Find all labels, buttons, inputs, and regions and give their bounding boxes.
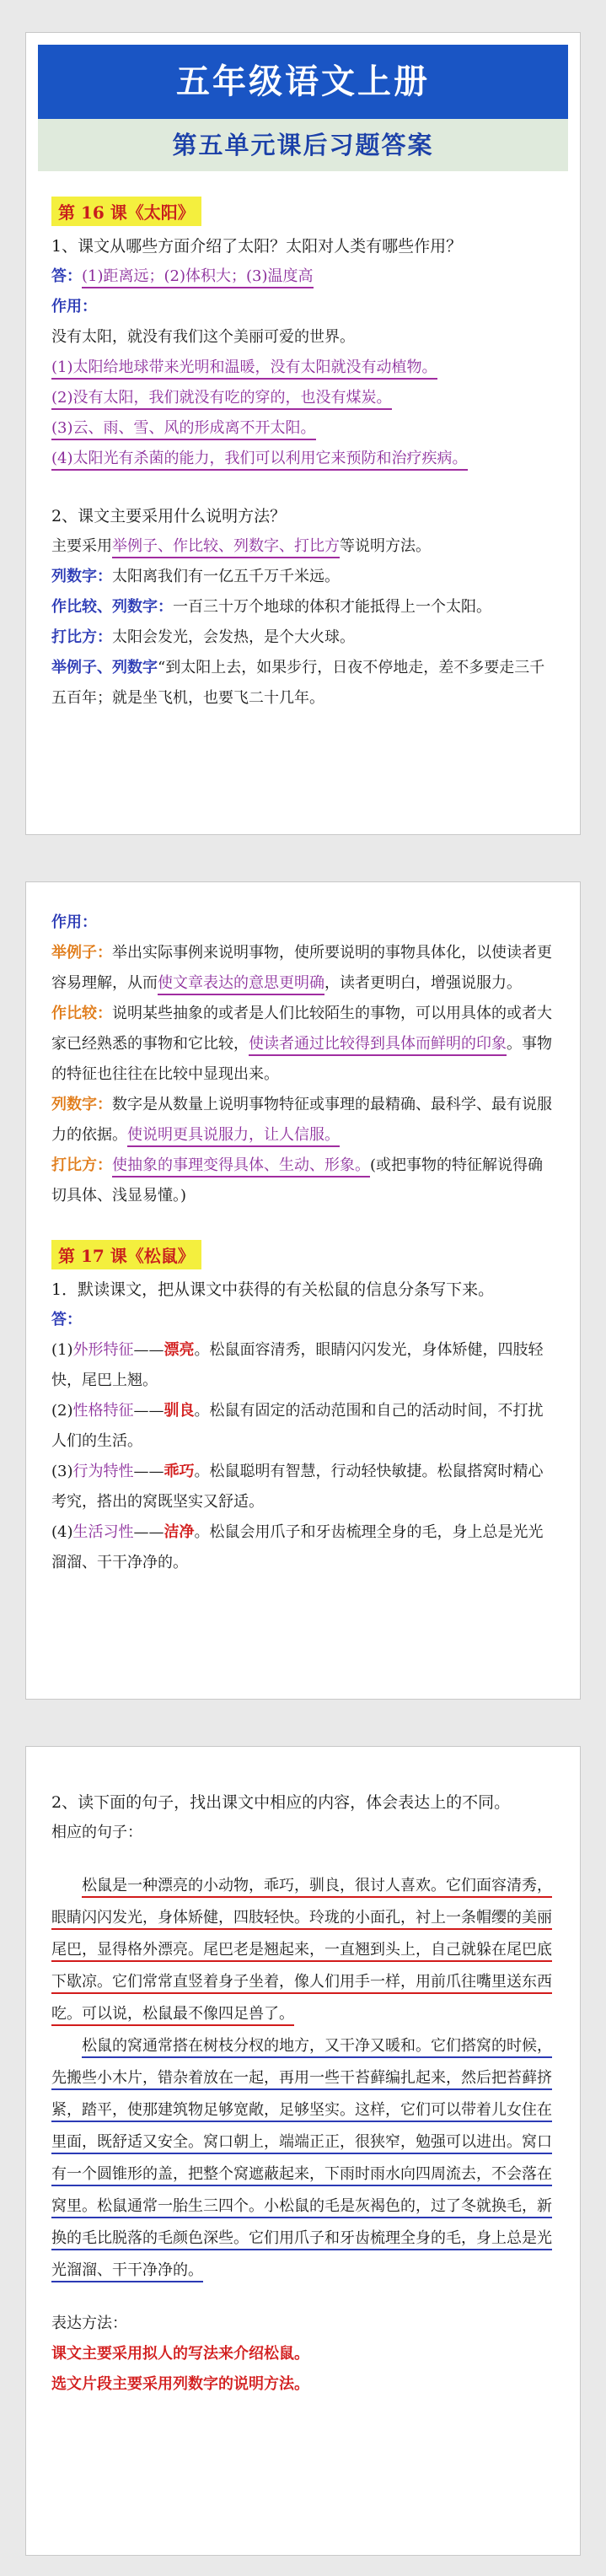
answer-text: (1)距离远；(2)体积大；(3)温度高	[82, 267, 314, 288]
item-key: 洁净	[164, 1523, 195, 1541]
effect-item: (1)太阳给地球带来光明和温暖，没有太阳就没有动植物。	[51, 358, 437, 380]
lesson17-answer-label: 答：	[51, 1311, 82, 1328]
item-category: 外形特征	[72, 1341, 134, 1359]
lesson17-label: 第 17 课《松鼠》	[51, 1240, 201, 1269]
item-key: 驯良	[164, 1402, 195, 1420]
example-row	[51, 622, 555, 653]
example-text: 一百三十万个地球的体积才能抵得上一个太阳。	[173, 598, 491, 616]
answer-label: 答：	[51, 267, 82, 285]
item-num: (1)	[51, 1341, 73, 1359]
method-text: (或把事物的特征解说得确切具体、浅显易懂。)	[51, 1156, 544, 1204]
lesson16-section	[26, 171, 580, 714]
page-title: 五年级语文上册	[38, 45, 568, 119]
methods-label: 作用：	[51, 913, 97, 931]
q2-question: 2、读下面的句子，找出课文中相应的内容，体会表达上的不同。	[51, 1793, 511, 1812]
item-dash: ——	[133, 1463, 164, 1480]
expr-answer: 选文片段主要采用列数字的说明方法。	[51, 2375, 309, 2393]
passage-text: 松鼠是一种漂亮的小动物，乖巧，驯良，很讨人喜欢。它们面容清秀，眼睛闪闪发光，身体矫健，四肢轻快。玲珑的小面孔，衬上一条帽缨的美丽尾巴，显得格外漂亮。尾巴老是翘起来，一直翘到头上，自己就躲在尾巴底下歇凉。它们常常直竖着身子坐着，像人们用手一样，用前爪往嘴里送东西吃。可以说，松鼠最不像四足兽了。	[51, 1877, 552, 2026]
method-label: 打比方：	[51, 1156, 112, 1174]
lesson16-q2: 2、课文主要采用什么说明方法？	[51, 507, 287, 525]
method-label: 举例子：	[51, 944, 112, 962]
example-label: 列数字：	[51, 568, 112, 585]
lesson17-q1: 1．默读课文，把从课文中获得的有关松鼠的信息分条写下来。	[51, 1280, 495, 1299]
item-num: (2)	[51, 1402, 73, 1420]
item-text: 。松鼠面容清秀，眼睛闪闪发光，身体矫健，四肢轻快，尾巴上翘。	[51, 1341, 544, 1389]
q2-methods: 举例子、作比较、列数字、打比方	[112, 537, 340, 558]
method-highlight: 使文章表达的意思更明确	[158, 974, 324, 995]
method-label: 作比较：	[51, 1005, 112, 1022]
item-category: 性格特征	[72, 1402, 134, 1420]
item-num: (4)	[51, 1523, 73, 1541]
method-text: ，读者更明白，增强说服力。	[324, 974, 522, 992]
item-category: 行为特性	[72, 1463, 134, 1480]
page-1	[25, 32, 581, 835]
method-compare	[51, 999, 555, 1090]
item-key: 乖巧	[164, 1463, 195, 1480]
lesson16-label: 第 16 课《太阳》	[51, 197, 201, 226]
item-text: 。松鼠会用爪子和牙齿梳理全身的毛，身上总是光光溜溜、干干净净的。	[51, 1523, 544, 1571]
item-dash: ——	[133, 1523, 164, 1541]
item-key: 漂亮	[164, 1341, 195, 1359]
example-label: 举例子、列数字	[51, 659, 158, 676]
expr-answer: 课文主要采用拟人的写法来介绍松鼠。	[51, 2345, 309, 2363]
item-dash: ——	[133, 1341, 164, 1359]
q2-sub: 相应的句子：	[51, 1824, 142, 1841]
example-label: 打比方：	[51, 628, 112, 646]
item-text: 。松鼠聪明有智慧，行动轻快敏捷。松鼠搭窝时精心考究，搭出的窝既坚实又舒适。	[51, 1463, 544, 1511]
page-subtitle: 第五单元课后习题答案	[38, 119, 568, 171]
squirrel-info-item	[51, 1457, 555, 1517]
item-num: (3)	[51, 1463, 73, 1480]
method-highlight: 使说明更具说服力，让人信服。	[127, 1126, 340, 1147]
example-row	[51, 562, 555, 592]
passage-paragraph	[51, 2030, 555, 2287]
example-text: 太阳离我们有一亿五千万千米远。	[112, 568, 340, 585]
passage-paragraph	[51, 1870, 555, 2030]
method-text: 数字是从数量上说明事物特征或事理的最精确、最科学、最有说服力的依据。	[51, 1096, 552, 1144]
method-example	[51, 938, 555, 999]
lesson16-q2-answer	[51, 531, 555, 562]
item-dash: ——	[133, 1402, 164, 1420]
example-row	[51, 653, 555, 714]
squirrel-info-item	[51, 1517, 555, 1578]
item-category: 生活习性	[72, 1523, 134, 1541]
example-row	[51, 592, 555, 622]
squirrel-info-item	[51, 1396, 555, 1457]
method-text: 举出实际事例来说明事物，使所要说明的事物具体化，以使读者更容易理解，从而	[51, 944, 552, 992]
example-label: 作比较、列数字：	[51, 598, 173, 616]
effect-item: (2)没有太阳，我们就没有吃的穿的，也没有煤炭。	[51, 389, 392, 410]
effect-intro: 没有太阳，就没有我们这个美丽可爱的世界。	[51, 328, 355, 346]
example-text: 太阳会发光，会发热，是个大火球。	[112, 628, 355, 646]
q2-pre: 主要采用	[51, 537, 112, 555]
effect-label: 作用：	[51, 298, 97, 315]
method-text: 。事物的特征也往往在比较中显现出来。	[51, 1035, 552, 1083]
page-3	[25, 1746, 581, 2556]
method-label: 列数字：	[51, 1096, 112, 1113]
q2-post: 等说明方法。	[340, 537, 431, 555]
lesson16-q1: 1、课文从哪些方面介绍了太阳？太阳对人类有哪些作用？	[51, 237, 463, 256]
effect-item: (4)太阳光有杀菌的能力，我们可以利用它来预防和治疗疾病。	[51, 450, 468, 471]
squirrel-info-item	[51, 1335, 555, 1396]
method-metaphor	[51, 1151, 555, 1211]
method-text: 说明某些抽象的或者是人们比较陌生的事物，可以用具体的或者大家已经熟悉的事物和它比较，	[51, 1005, 552, 1053]
method-highlight: 使读者通过比较得到具体而鲜明的印象	[249, 1035, 507, 1056]
method-number	[51, 1090, 555, 1151]
passage-text: 松鼠的窝通常搭在树枝分杈的地方，又干净又暖和。它们搭窝的时候，先搬些小木片，错杂着放在一起，再用一些干苔藓编扎起来，然后把苔藓挤紧，踏平，使那建筑物足够宽敞，足够坚实。这样，它们可以带着儿女住在里面，既舒适又安全。窝口朝上，端端正正，很狭窄，勉强可以进出。窝口有一个圆锥形的盖，把整个窝遮蔽起来，下雨时雨水向四周流去，不会落在窝里。松鼠通常一胎生三四个。小松鼠的毛是灰褐色的，过了冬就换毛，新换的毛比脱落的毛颜色深些。它们用爪子和牙齿梳理全身的毛，身上总是光光溜溜、干干净净的。	[51, 2037, 552, 2282]
method-highlight: 使抽象的事理变得具体、生动、形象。	[112, 1156, 370, 1178]
page-2	[25, 881, 581, 1700]
item-text: 。松鼠有固定的活动范围和自己的活动时间，不打扰人们的生活。	[51, 1402, 544, 1450]
example-text: “到太阳上去，如果步行，日夜不停地走，差不多要走三千五百年；就是坐飞机，也要飞二十几年。	[51, 659, 545, 707]
effect-item: (3)云、雨、雪、风的形成离不开太阳。	[51, 419, 316, 440]
lesson16-answer	[51, 261, 555, 292]
expr-label: 表达方法：	[51, 2315, 127, 2332]
